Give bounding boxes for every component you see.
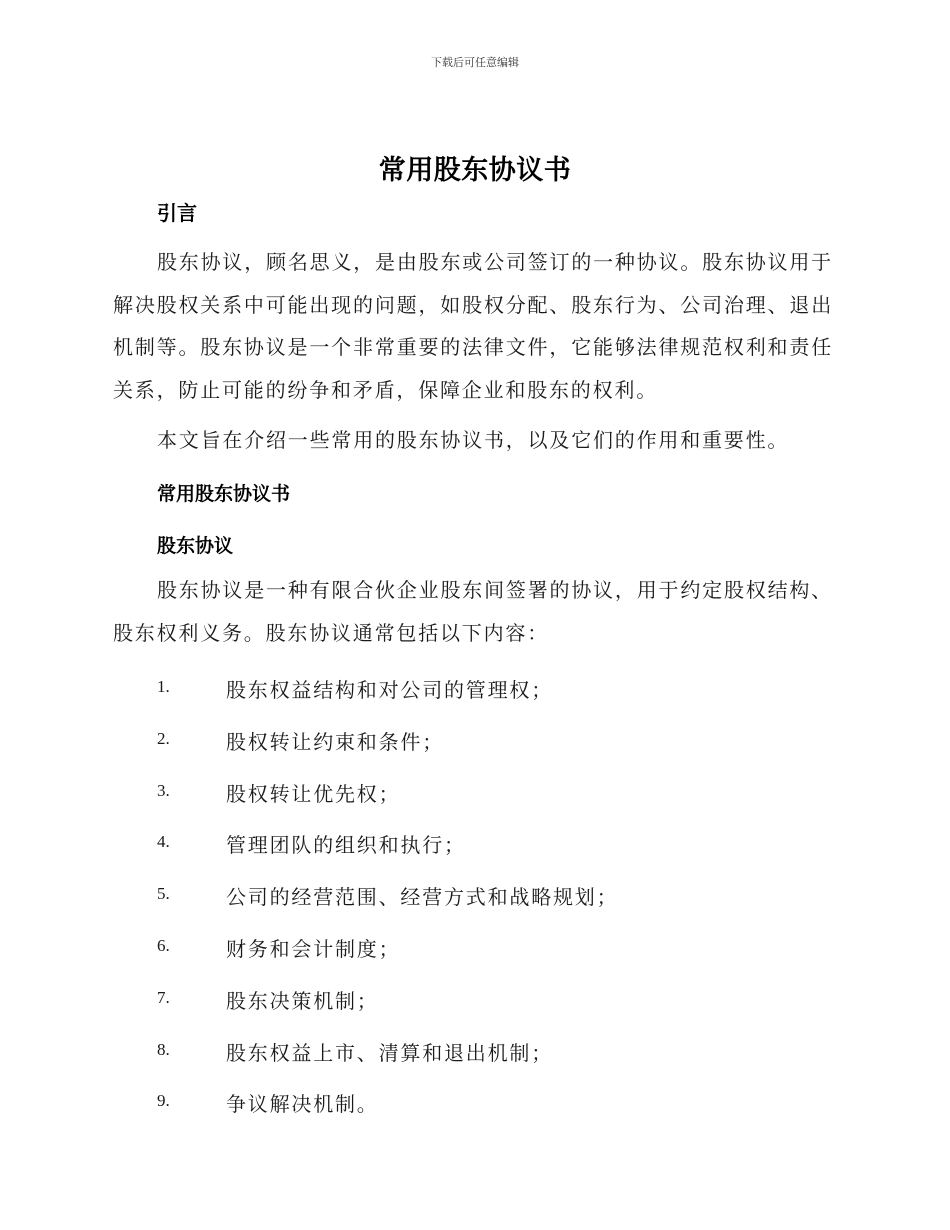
list-item [157,933,618,985]
list-item [157,985,618,1037]
list-item [157,726,618,778]
list-item-number: 3. [157,780,170,800]
list-item-text: 股东权益结构和对公司的管理权； [226,678,553,702]
list-item-text: 争议解决机制。 [226,1092,379,1117]
list-item-text: 股权转让优先权； [226,781,401,806]
list-item-number: 9. [157,1091,170,1111]
list-item [157,1088,618,1140]
list-item [157,881,618,933]
list-item [157,1037,618,1089]
intro-paragraph-1: 股东协议，顾名思义，是由股东或公司签订的一种协议。股东协议用于解决股权关系中可能出现的问题，如股权分配、股东行为、公司治理、退出机制等。股东协议是一个非常重要的法律文件，它能够法律规范权利和责任关系，防止可能的纷争和矛盾，保障企业和股东的权利。 [113,250,833,402]
intro-heading: 引言 [157,201,197,225]
agreement-contents-list [157,674,618,1140]
list-item [157,778,618,830]
intro-paragraph-2: 本文旨在介绍一些常用的股东协议书，以及它们的作用和重要性。 [157,428,790,452]
heading-shareholder-agreement: 股东协议 [157,535,234,557]
header-note: 下载后可任意编辑 [431,56,519,69]
list-item-number: 7. [157,987,170,1007]
heading-common-agreements: 常用股东协议书 [157,483,291,505]
list-item-text: 财务和会计制度； [226,936,401,961]
list-item-number: 6. [157,935,170,955]
list-item-number: 1. [157,677,170,696]
list-item-number: 5. [157,884,170,904]
list-item [157,829,618,881]
document-title: 常用股东协议书 [378,155,572,186]
list-item [157,674,618,726]
list-item-number: 8. [157,1039,170,1059]
list-item-text: 公司的经营范围、经营方式和战略规划； [226,885,619,910]
list-item-number: 2. [157,728,170,748]
list-item-text: 股东决策机制； [226,988,379,1013]
list-item-number: 4. [157,832,170,852]
shareholder-agreement-paragraph: 股东协议是一种有限合伙企业股东间签署的协议，用于约定股权结构、股东权利义务。股东协议通常包括以下内容： [113,578,833,645]
list-item-text: 股东权益上市、清算和退出机制； [226,1040,553,1065]
list-item-text: 管理团队的组织和执行； [226,833,466,858]
list-item-text: 股权转让约束和条件； [226,729,444,754]
